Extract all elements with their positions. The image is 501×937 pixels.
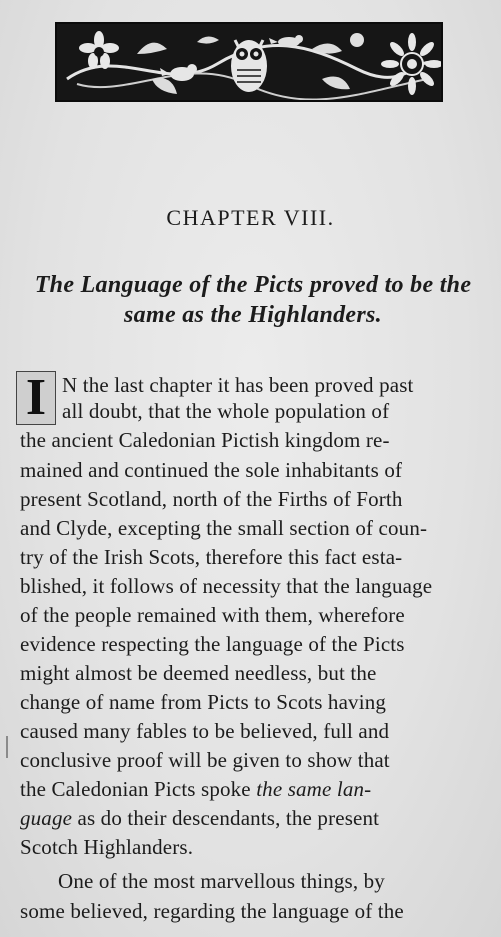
italic-phrase: guage bbox=[20, 806, 73, 830]
body-line-text: the ancient Caledonian Pictish kingdom re- bbox=[20, 428, 390, 452]
body-line-text: mained and continued the sole inhabitants of bbox=[20, 458, 403, 482]
body-line-text: might almost be deemed needless, but the bbox=[20, 661, 377, 685]
chapter-title-line-2: same as the Highlanders. bbox=[124, 302, 382, 328]
body-line-text: of the people remained with them, wherefore bbox=[20, 603, 405, 627]
body-line bbox=[20, 602, 405, 628]
body-line-text: Scotch Highlanders. bbox=[20, 835, 194, 859]
body-line bbox=[20, 660, 377, 686]
body-line bbox=[20, 457, 402, 483]
body-line-text: evidence respecting the language of the Picts bbox=[20, 632, 405, 656]
body-line-text: change of name from Picts to Scots having bbox=[20, 690, 386, 714]
body-line-text: as do their descendants, the present bbox=[77, 806, 380, 830]
decorative-header-ornament bbox=[55, 22, 443, 102]
body-line bbox=[20, 898, 404, 924]
body-line-text: the Caledonian Picts spoke bbox=[20, 777, 251, 801]
body-line-text: try of the Irish Scots, therefore this fact esta- bbox=[20, 545, 403, 569]
body-line bbox=[20, 544, 402, 570]
body-line-text: present Scotland, north of the Firths of Forth bbox=[20, 487, 403, 511]
body-line bbox=[20, 834, 193, 860]
chapter-title bbox=[18, 270, 488, 330]
body-line bbox=[20, 427, 390, 453]
body-line-text: N the last chapter it has been proved past bbox=[62, 373, 414, 397]
body-line-text: and Clyde, excepting the small section of coun- bbox=[20, 516, 428, 540]
body-line bbox=[20, 515, 427, 541]
drop-cap-initial: I bbox=[16, 371, 56, 425]
body-line bbox=[20, 747, 390, 773]
body-line bbox=[20, 631, 405, 657]
body-line-text: caused many fables to be believed, full and bbox=[20, 719, 390, 743]
body-line bbox=[20, 486, 403, 512]
body-line bbox=[20, 689, 386, 715]
body-line-text: some believed, regarding the language of the bbox=[20, 899, 404, 923]
chapter-heading: CHAPTER VIII. bbox=[166, 205, 335, 230]
body-line-text: blished, it follows of necessity that the language bbox=[20, 574, 433, 598]
margin-mark bbox=[6, 736, 8, 758]
body-line bbox=[20, 805, 379, 831]
body-line-text: all doubt, that the whole population of bbox=[62, 399, 390, 423]
body-line bbox=[62, 372, 486, 398]
body-line-text: One of the most marvellous things, by bbox=[58, 869, 385, 893]
floral-owl-ornament-icon bbox=[57, 24, 441, 100]
body-line bbox=[20, 718, 389, 744]
body-line bbox=[58, 868, 385, 894]
body-line-text: conclusive proof will be given to show that bbox=[20, 748, 390, 772]
body-line bbox=[62, 398, 486, 424]
chapter-title-line-1: The Language of the Picts proved to be the bbox=[34, 272, 472, 298]
body-line bbox=[20, 573, 432, 599]
body-line bbox=[20, 776, 371, 802]
italic-phrase: the same lan- bbox=[256, 777, 372, 801]
